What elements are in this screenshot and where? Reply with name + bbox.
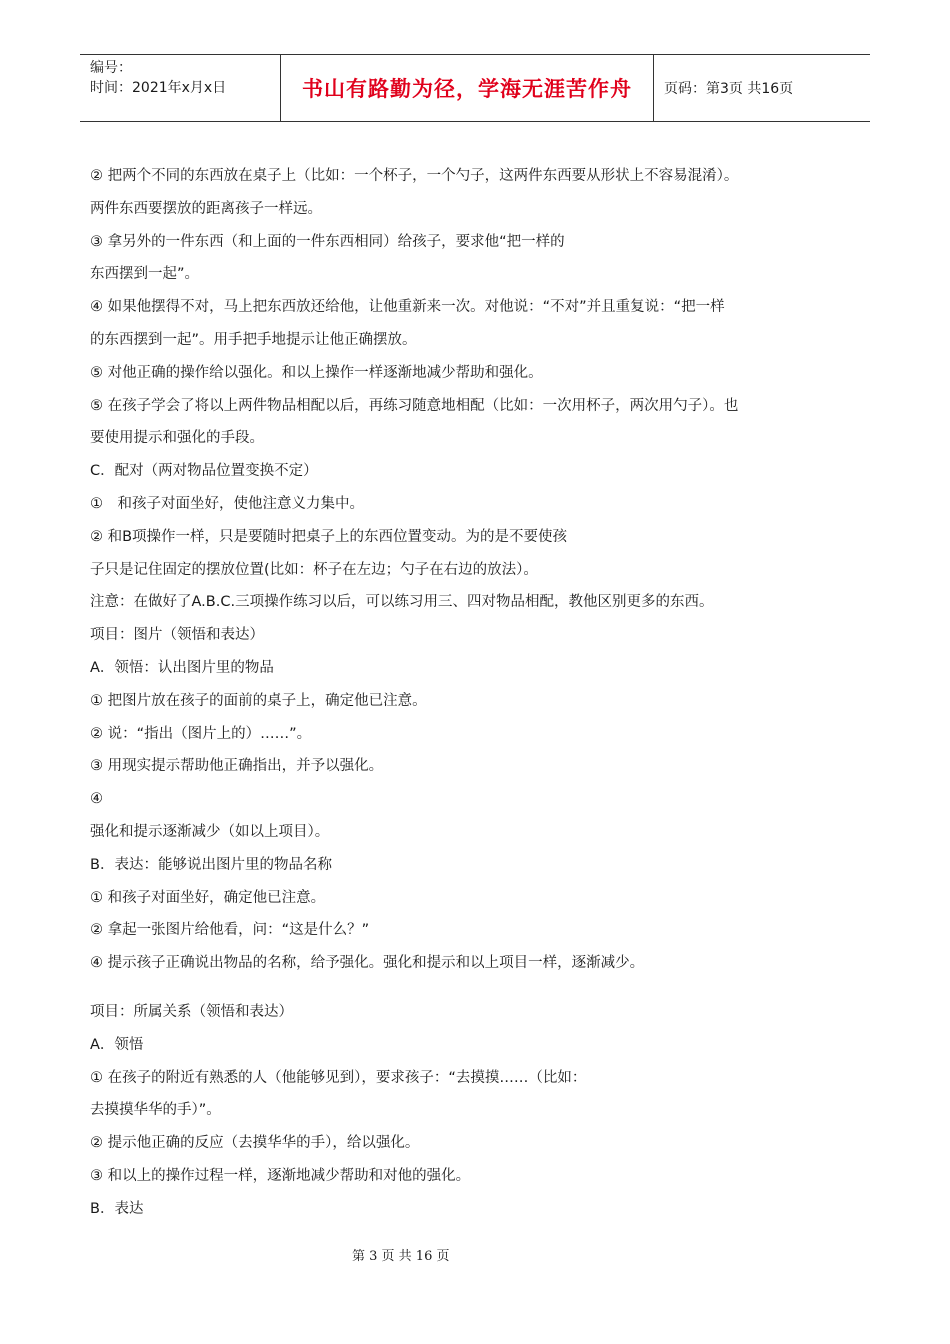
body-line: ① 把图片放在孩子的面前的桌子上，确定他已注意。: [90, 692, 427, 709]
body-line: 两件东西要摆放的距离孩子一样远。: [90, 200, 322, 217]
body-line: ③ 和以上的操作过程一样，逐渐地减少帮助和对他的强化。: [90, 1167, 471, 1184]
document-body: [90, 160, 870, 1226]
body-line: ② 把两个不同的东西放在桌子上（比如：一个杯子，一个勺子，这两件东西要从形状上不容易混淆）。: [90, 168, 739, 184]
body-line: ④ 如果他摆得不对，马上把东西放还给他，让他重新来一次。对他说：“不对”并且重复说：“把一样: [90, 299, 725, 316]
header-motto: 书山有路勤为径，学海无涯苦作舟: [281, 55, 654, 121]
body-line: 去摸摸华华的手）”。: [90, 1102, 221, 1119]
section-heading: A．领悟: [90, 1036, 144, 1053]
body-line: 子只是记住固定的摆放位置(比如：杯子在左边；勺子在右边的放法）。: [90, 561, 538, 578]
body-line: ③ 用现实提示帮助他正确指出，并予以强化。: [90, 758, 384, 775]
paragraph-gap: [90, 980, 870, 996]
body-line: ② 提示他正确的反应（去摸华华的手），给以强化。: [90, 1135, 420, 1152]
body-line: 东西摆到一起”。: [90, 266, 200, 283]
project-heading: 项目：所属关系（领悟和表达）: [90, 1003, 293, 1020]
body-line: ② 拿起一张图片给他看，问：“这是什么？”: [90, 922, 370, 939]
section-heading: C．配对（两对物品位置变换不定）: [90, 463, 318, 480]
body-line: 的东西摆到一起”。用手把手地提示让他正确摆放。: [90, 331, 417, 348]
body-line: ④ 提示孩子正确说出物品的名称，给予强化。强化和提示和以上项目一样，逐渐减少。: [90, 955, 645, 972]
body-line: ① 和孩子对面坐好，使他注意义力集中。: [90, 495, 364, 512]
body-line: ③ 拿另外的一件东西（和上面的一件东西相同）给孩子，要求他“把一样的: [90, 233, 565, 250]
body-line: ⑤ 在孩子学会了将以上两件物品相配以后，再练习随意地相配（比如：一次用杯子，两次用勺子）。也: [90, 397, 739, 414]
body-line: ② 和B项操作一样，只是要随时把桌子上的东西位置变动。为的是不要使孩: [90, 528, 568, 545]
body-line: ① 和孩子对面坐好，确定他已注意。: [90, 889, 326, 906]
section-heading: B．表达：能够说出图片里的物品名称: [90, 856, 332, 873]
body-line: 要使用提示和强化的手段。: [90, 430, 264, 447]
body-line: ① 在孩子的附近有熟悉的人（他能够见到），要求孩子：“去摸摸……（比如：: [90, 1069, 587, 1086]
body-line: ② 说：“指出（图片上的）……”。: [90, 725, 312, 742]
section-heading: B．表达: [90, 1200, 144, 1217]
document-header: [80, 54, 870, 122]
project-heading: 项目：图片（领悟和表达）: [90, 627, 264, 644]
time-label: 时间：2021年x月x日: [90, 80, 227, 96]
body-line: ⑤ 对他正确的操作给以强化。和以上操作一样逐渐地减少帮助和强化。: [90, 364, 543, 381]
body-line: 强化和提示逐渐减少（如以上项目）。: [90, 823, 330, 840]
header-page-label: 页码：第3页 共16页: [664, 81, 794, 97]
header-meta: [80, 55, 281, 121]
number-label: 编号：: [90, 60, 132, 76]
note-line: 注意：在做好了A.B.C.三项操作练习以后，可以练习用三、四对物品相配，教他区别更多的东西。: [90, 594, 714, 611]
body-line: ④: [90, 791, 103, 808]
section-heading: A．领悟：认出图片里的物品: [90, 659, 274, 676]
page-footer: 第 3 页 共 16 页: [352, 1249, 450, 1264]
